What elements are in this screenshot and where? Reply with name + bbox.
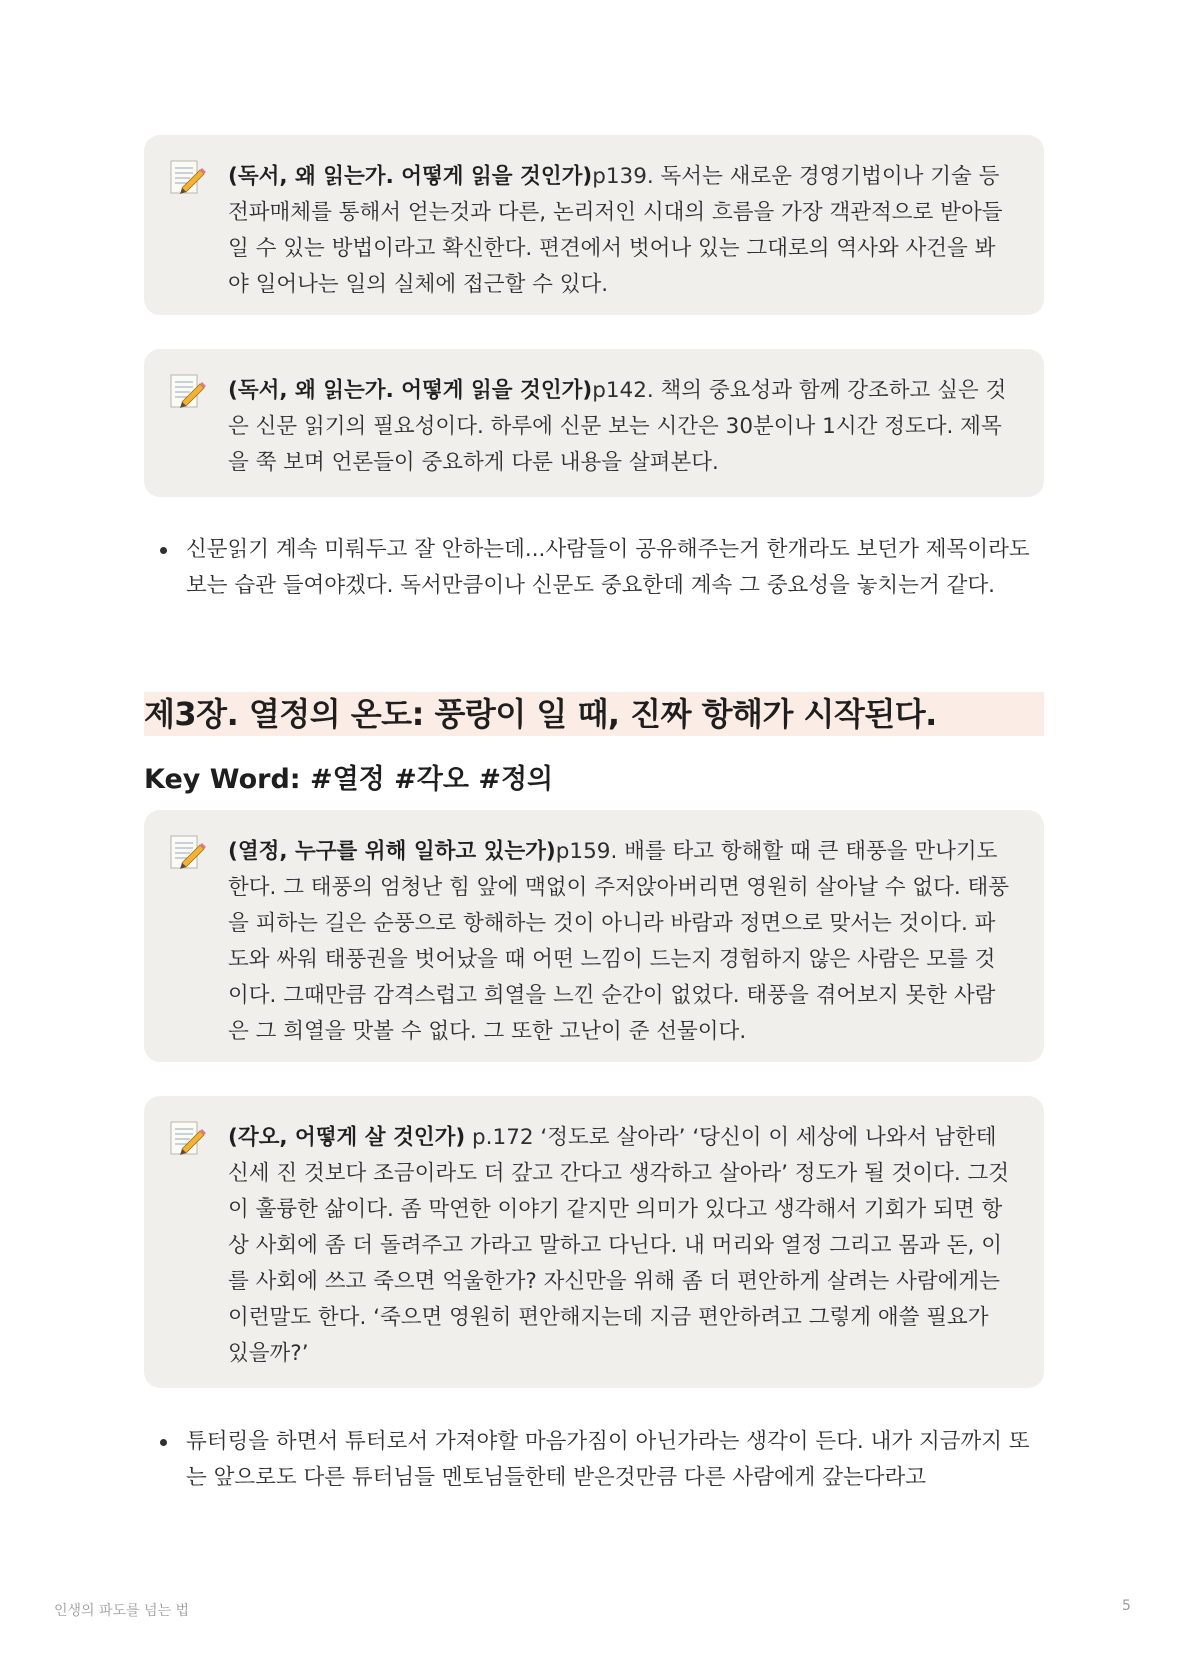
footer-document-title: 인생의 파도를 넘는 법 — [54, 1603, 190, 1619]
memo-pencil-icon — [168, 1118, 208, 1158]
quote-text: p139. 독서는 새로운 경영기법이나 기술 등 전파매체를 통해서 얻는것과 다른, 논리저인 시대의 흐름을 가장 객관적으로 받아들일 수 있는 방법이라고 확신한다. 편견에서 벗어나 있는 그대로의 역사와 사건을 봐야 일어나는 일의 실체에 접근할 수 있다. — [228, 164, 1003, 297]
page-number: 5 — [1122, 1598, 1131, 1614]
quote-callout — [144, 349, 1044, 497]
quote-source: (독서, 왜 읽는가. 어떻게 읽을 것인가) — [228, 164, 593, 189]
keyword-line: Key Word: #열정 #각오 #정의 — [144, 764, 554, 795]
quote-source: (각오, 어떻게 살 것인가) — [228, 1125, 466, 1150]
quote-text: p159. 배를 타고 항해할 때 큰 태풍을 만나기도 한다. 그 태풍의 엄청난 힘 앞에 맥없이 주저앉아버리면 영원히 살아날 수 없다. 태풍을 피하는 길은 순풍으로 항해하는 것이 아니라 바람과 정면으로 맞서는 것이다. 파도와 싸워 태풍권을 벗어났을 때 어떤 느낌이 드는지 경험하지 않은 사람은 모를 것이다. 그때만큼 감격스럽고 희열을 느낀 순간이 없었다. 태풍을 겪어보지 못한 사람은 그 희열을 맛볼 수 없다. 그 또한 고난이 준 선물이다. — [228, 839, 1010, 1044]
list-item — [186, 532, 1046, 604]
quote-source: (독서, 왜 읽는가. 어떻게 읽을 것인가) — [228, 378, 593, 403]
memo-pencil-icon — [168, 157, 208, 197]
quote-callout — [144, 135, 1044, 315]
quote-source: (열정, 누구를 위해 일하고 있는가) — [228, 839, 556, 864]
bullet-dot — [160, 547, 167, 554]
quote-text: p.172 ‘정도로 살아라’ ‘당신이 이 세상에 나와서 남한테 신세 진 것보다 조금이라도 더 갚고 간다고 생각하고 살아라’ 정도가 될 것이다. 그것이 훌륭한 삶이다. 좀 막연한 이야기 같지만 의미가 있다고 생각해서 기회가 되면 항상 사회에 좀 더 돌려주고 가라고 말하고 다닌다. 내 머리와 열정 그리고 몸과 돈, 이를 사회에 쓰고 죽으면 억울한가? 자신만을 위해 좀 더 편안하게 살려는 사람에게는 이런말도 한다. ‘죽으면 영원히 편안해지는데 지금 편안하려고 그렇게 애쓸 필요가 있을까?’ — [228, 1125, 1010, 1366]
quote-text: p142. 책의 중요성과 함께 강조하고 싶은 것은 신문 읽기의 필요성이다. 하루에 신문 보는 시간은 30분이나 1시간 정도다. 제목을 쭉 보며 언론들이 중요하게 다룬 내용을 살펴본다. — [228, 378, 1007, 475]
bullet-dot — [160, 1439, 167, 1446]
memo-pencil-icon — [168, 371, 208, 411]
quote-callout — [144, 810, 1044, 1062]
memo-pencil-icon — [168, 832, 208, 872]
list-item-text: 튜터링을 하면서 튜터로서 가져야할 마음가짐이 아닌가라는 생각이 든다. 내가 지금까지 또는 앞으로도 다른 튜터님들 멘토님들한테 받은것만큼 다른 사람에게 갚는다라고 — [186, 1429, 1030, 1490]
chapter-heading: 제3장. 열정의 온도: 풍랑이 일 때, 진짜 항해가 시작된다. — [144, 692, 1044, 736]
quote-callout — [144, 1096, 1044, 1388]
list-item — [186, 1424, 1046, 1496]
list-item-text: 신문읽기 계속 미뤄두고 잘 안하는데...사람들이 공유해주는거 한개라도 보던가 제목이라도 보는 습관 들여야겠다. 독서만큼이나 신문도 중요한데 계속 그 중요성을 놓치는거 같다. — [186, 537, 1030, 598]
